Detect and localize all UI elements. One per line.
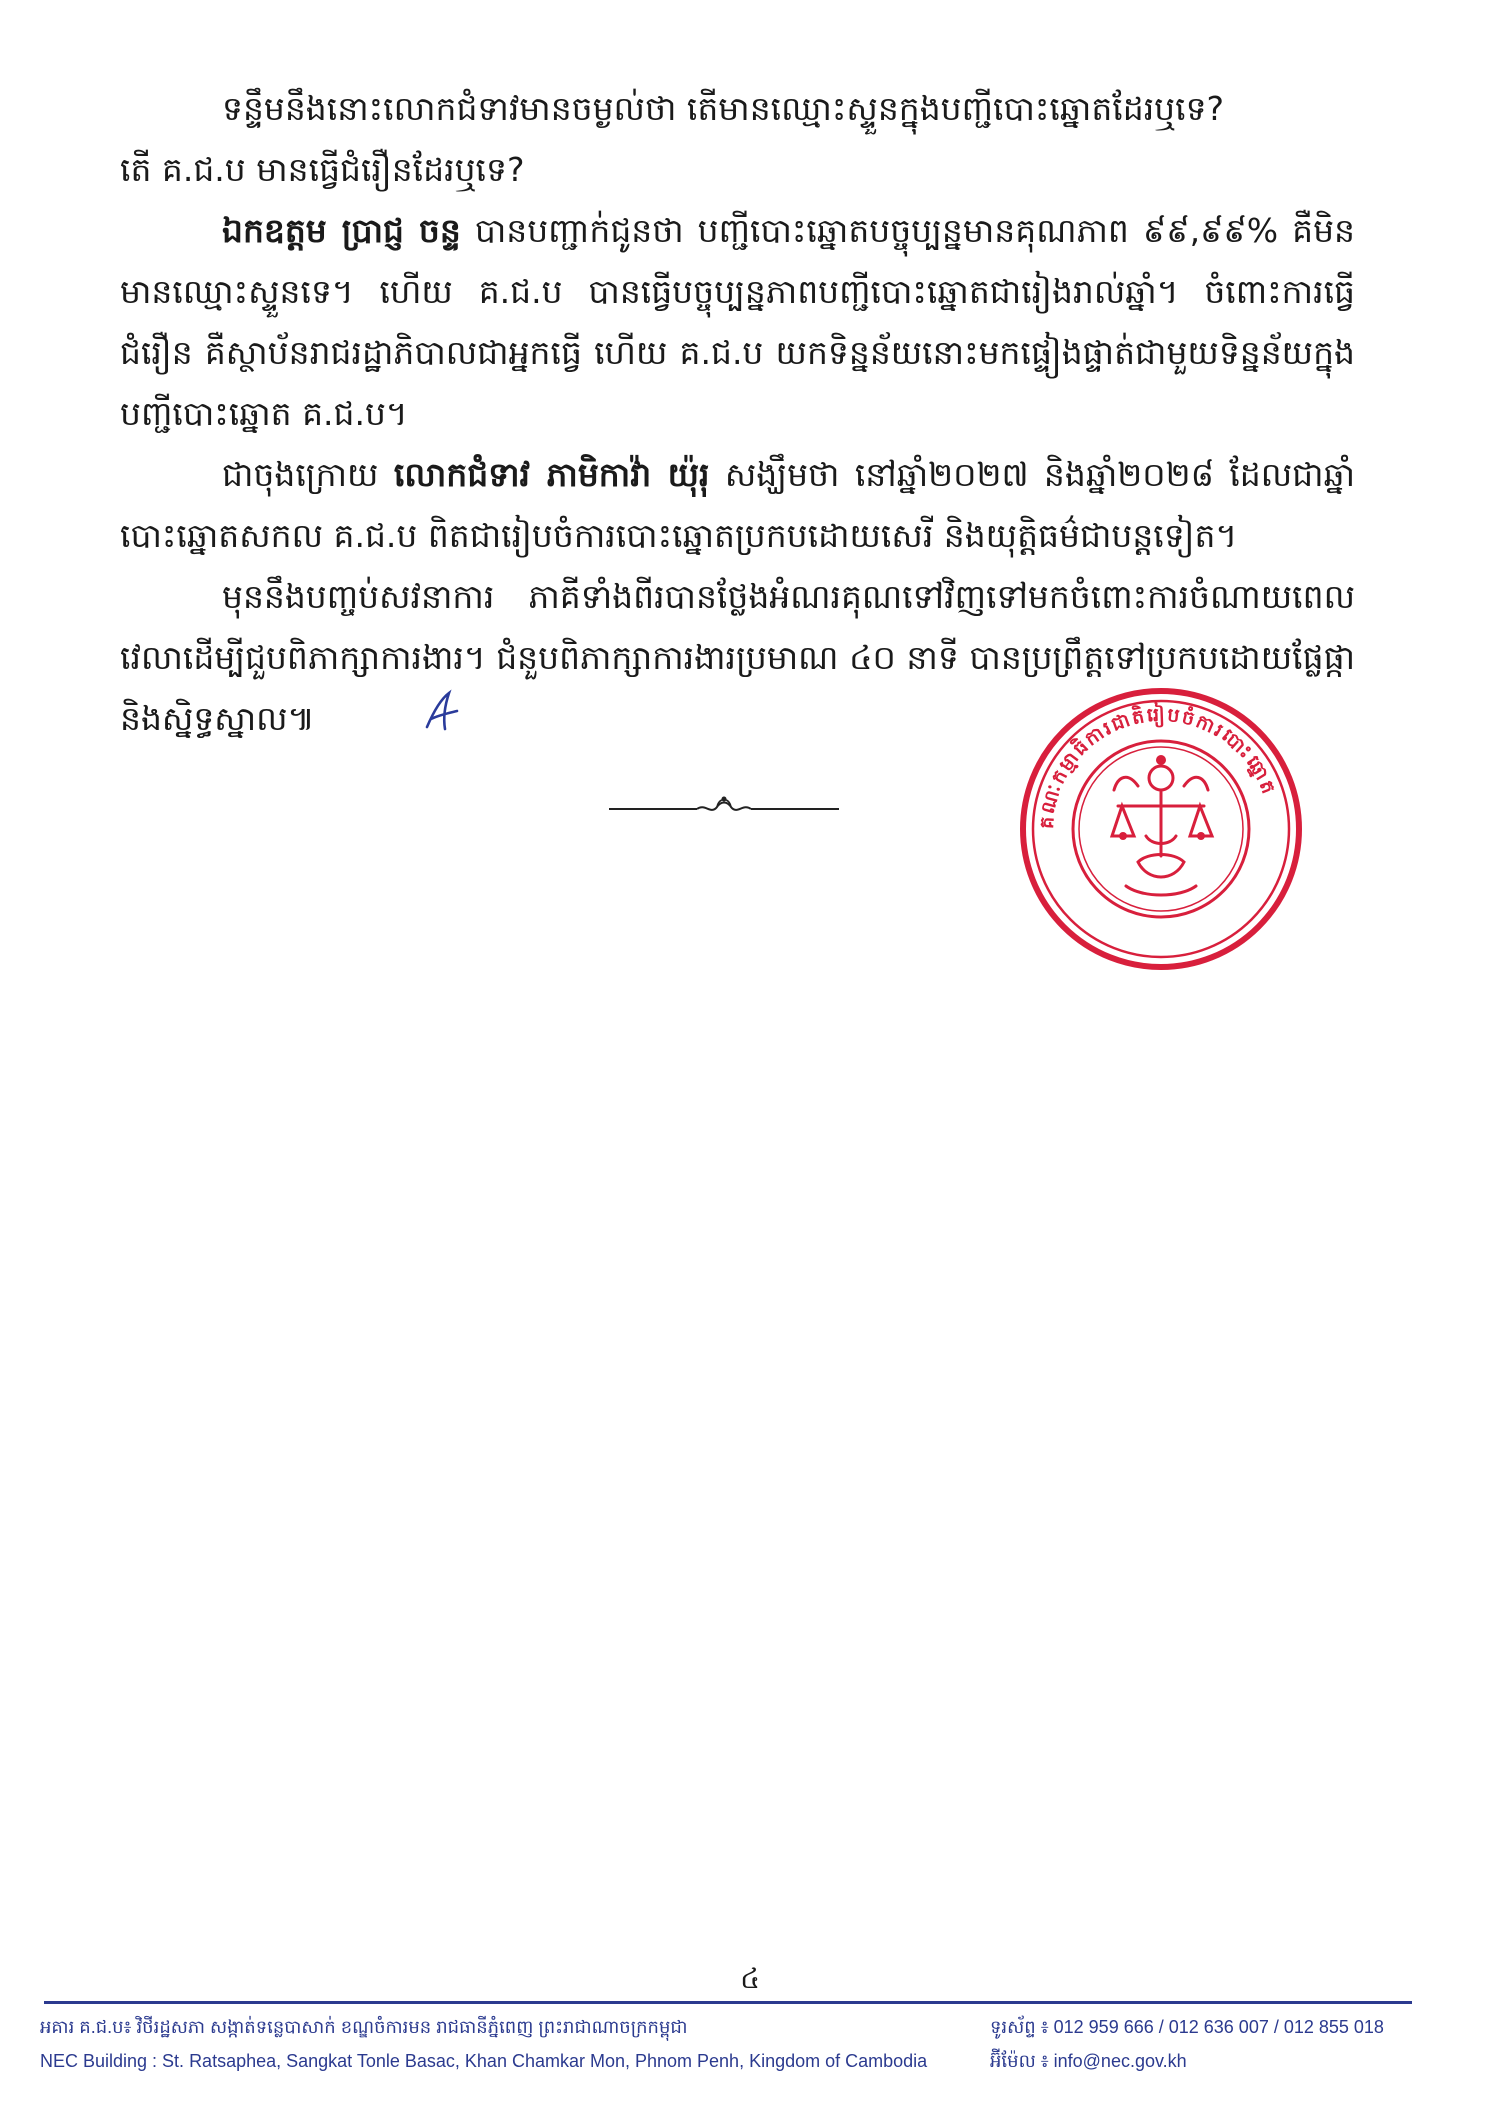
paragraph-response [120, 200, 1355, 444]
divider-ornament [605, 793, 843, 823]
email-value: info@nec.gov.kh [1053, 2051, 1187, 2071]
speaker-name: ឯកឧត្តម ប្រាជ្ញ ចន្ទ [222, 211, 461, 250]
phone-value: 012 959 666 / 012 636 007 / 012 855 018 [1053, 2017, 1384, 2037]
paragraph-text: តើ គ.ជ.ប មានធ្វើជំរឿនដែរឬទេ? [120, 150, 525, 189]
page-number: ៤ [740, 1962, 760, 1995]
footer-address-km: អគារ គ.ជ.ប៖ វិថីរដ្ឋសភា សង្កាត់ទន្លេបាសាក់ ខណ្ឌចំការមន រាជធានីភ្នំពេញ ព្រះរាជាណាចក្រកម្ពុជា [40, 2017, 688, 2037]
speaker-name: លោកជំទាវ ភាមិកាវ៉ា យ៉ុរុ [393, 455, 710, 494]
footer-address-en: NEC Building : St. Ratsaphea, Sangkat Tonle Basac, Khan Chamkar Mon, Phnom Penh, Kingdom of Cambodia [40, 2051, 928, 2071]
official-seal [1018, 686, 1304, 972]
email-label: អ៊ីម៉ែល ៖ [990, 2051, 1049, 2071]
footer-email [990, 2044, 1410, 2078]
paragraph-closing-remark [120, 444, 1355, 566]
paragraph-question [120, 78, 1355, 139]
paragraph-text: សង្ឃឹមថា នៅឆ្នាំ២០២៧ និងឆ្នាំ២០២៨ ដែលជាឆ្នាំបោះឆ្នោតសកល គ.ជ.ប ពិតជារៀបចំការបោះឆ្នោតប្រកបដោយសេរី និងយុត្តិធម៌ជាបន្តទៀត។ [120, 455, 1356, 555]
paragraph-text: មុននឹងបញ្ចប់សវនាការ ភាគីទាំងពីរបានថ្លែងអំណរគុណទៅវិញទៅមកចំពោះការចំណាយពេលវេលាដើម្បីជួបពិភាក្សាការងារ។ ជំនួបពិភាក្សាការងារប្រមាណ ៤០ នាទី បានប្រព្រឹត្តទៅប្រកបដោយផ្លែផ្កា និងស្និទ្ធស្នាល៕ [120, 577, 1355, 738]
paragraph-lead: ជាចុងក្រោយ [222, 455, 394, 494]
footer-address [40, 2010, 960, 2078]
handwritten-initial [319, 689, 461, 752]
footer-contact [990, 2010, 1410, 2078]
document-body [120, 78, 1355, 752]
paragraph-text: ទន្ទឹមនឹងនោះលោកជំទាវមានចម្ងល់ថា តើមានឈ្មោះស្ទួនក្នុងបញ្ជីបោះឆ្នោតដែរឬទេ? [222, 89, 1225, 128]
footer-divider [44, 2001, 1412, 2004]
paragraph-text: បានបញ្ជាក់ជូនថា បញ្ជីបោះឆ្នោតបច្ចុប្បន្នមានគុណភាព ៩៩,៩៩% គឺមិនមានឈ្មោះស្ទួនទេ។ ហើយ គ.ជ.ប បានធ្វើបច្ចុប្បន្នភាពបញ្ជីបោះឆ្នោតជារៀងរាល់ឆ្នាំ។ ចំពោះការធ្វើជំរឿន គឺស្ថាប័នរាជរដ្ឋាភិបាលជាអ្នកធ្វើ ហើយ គ.ជ.ប យកទិន្នន័យនោះមកផ្ទៀងផ្ទាត់ជាមួយទិន្នន័យក្នុងបញ្ជីបោះឆ្នោត គ.ជ.ប។ [120, 211, 1355, 433]
paragraph-question-cont [120, 139, 1355, 200]
phone-label: ទូរស័ព្ទ ៖ [990, 2017, 1049, 2037]
seal-text: គណៈកម្មាធិការជាតិរៀបចំការបោះឆ្នោត [1035, 703, 1281, 830]
footer-phone [990, 2010, 1410, 2044]
